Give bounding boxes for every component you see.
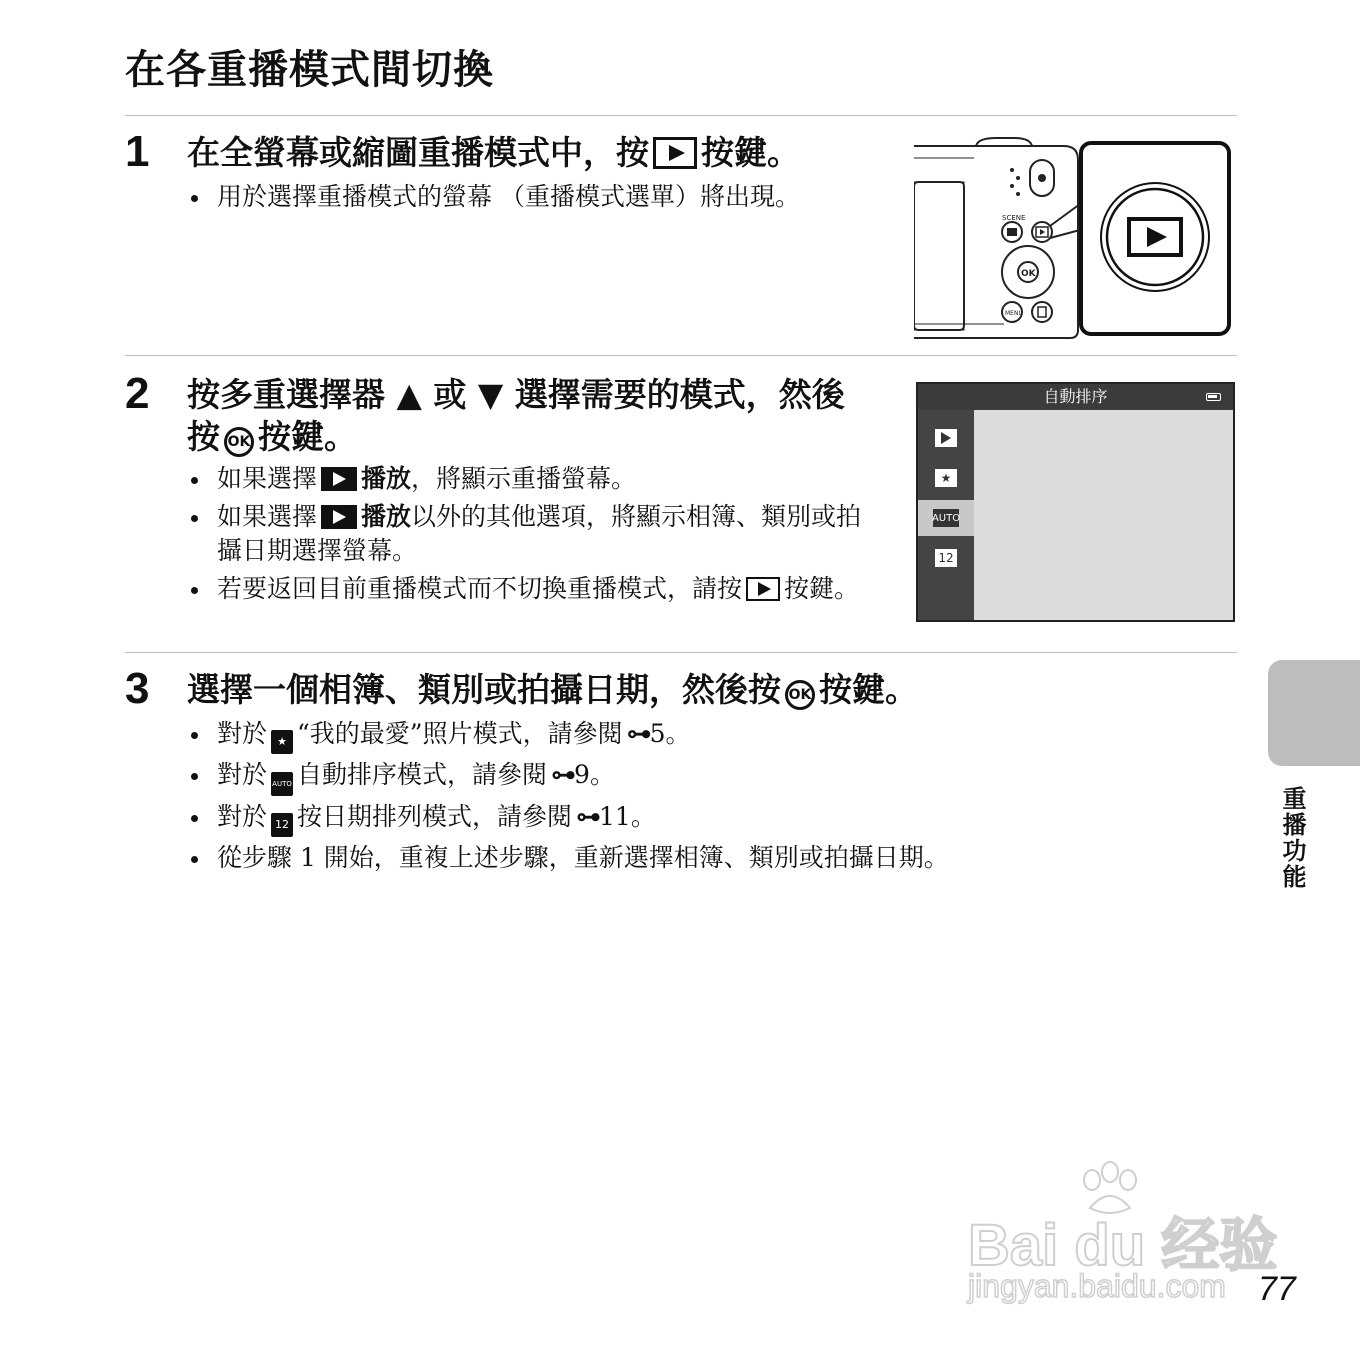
divider xyxy=(125,355,1237,356)
step-number: 2 xyxy=(125,369,150,418)
divider xyxy=(125,115,1237,116)
playback-button-icon xyxy=(653,137,697,169)
bullet-item: 如果選擇 播放，將顯示重播螢幕。 xyxy=(187,462,877,496)
bullet-item: 用於選擇重播模式的螢幕 （重播模式選單）將出現。 xyxy=(187,180,947,214)
section-label: 重播功能 xyxy=(1278,786,1306,890)
playback-mode-menu-screen xyxy=(916,382,1235,622)
list-by-date-icon: 12 xyxy=(935,549,957,567)
reference-icon: ⊶ xyxy=(551,760,575,789)
playback-button-icon xyxy=(1083,145,1227,332)
watermark-url: jingyan.baidu.com xyxy=(968,1268,1226,1304)
bullet-item: 如果選擇 播放以外的其他選項，將顯示相簿、類別或拍攝日期選擇螢幕。 xyxy=(187,500,877,568)
bullet-item: 對於 ★ “我的最愛”照片模式，請參閱 ⊶5。 xyxy=(187,717,1187,754)
step-heading: 按多重選擇器 ▲ 或 ▼ 選擇需要的模式，然後按 OK 按鍵。 xyxy=(187,375,845,456)
ok-button-icon: OK xyxy=(785,680,815,710)
favorite-star-icon: ★ xyxy=(935,469,957,487)
watermark-brand: Bai du 经验 xyxy=(968,1213,1278,1278)
bullet-item: 對於 AUTO 自動排序模式，請參閱 ⊶9。 xyxy=(187,758,1187,796)
step-number: 3 xyxy=(125,664,150,713)
page-number: 77 xyxy=(1258,1270,1296,1308)
bullet-item: 對於 12 按日期排列模式，請參閱 ⊶11。 xyxy=(187,800,1187,837)
section-tab xyxy=(1268,660,1360,766)
auto-sort-icon: AUTO xyxy=(271,772,293,796)
svg-text:OK: OK xyxy=(1021,269,1036,279)
baidu-watermark xyxy=(960,1160,1280,1310)
menu-item-auto-sort[interactable] xyxy=(918,500,974,536)
step-heading: 選擇一個相簿、類別或拍攝日期，然後按 OK 按鍵。 xyxy=(187,670,918,709)
svg-text:SCENE: SCENE xyxy=(1002,214,1026,222)
battery-icon xyxy=(1206,393,1221,401)
menu-item-play[interactable] xyxy=(918,420,974,456)
playback-button-icon xyxy=(746,577,780,601)
play-mode-icon xyxy=(321,505,357,529)
playback-button-zoom xyxy=(1079,141,1231,336)
reference-icon: ⊶ xyxy=(576,802,600,831)
play-icon xyxy=(935,429,957,447)
svg-text:MENU: MENU xyxy=(1005,310,1023,317)
ok-button-icon: OK xyxy=(224,427,254,457)
favorite-star-icon: ★ xyxy=(271,730,293,754)
bullet-item: 若要返回目前重播模式而不切換重播模式，請按 按鍵。 xyxy=(187,572,877,606)
auto-sort-icon: AUTO xyxy=(933,509,959,527)
screen-title: 自動排序 xyxy=(918,384,1233,410)
menu-item-favorites[interactable] xyxy=(918,460,974,496)
bullet-item: 從步驟 1 開始，重複上述步驟，重新選擇相簿、類別或拍攝日期。 xyxy=(187,841,1187,875)
divider xyxy=(125,652,1237,653)
list-by-date-icon: 12 xyxy=(271,813,293,837)
step-heading: 在全螢幕或縮圖重播模式中，按 按鍵。 xyxy=(187,133,800,172)
menu-item-list-by-date[interactable] xyxy=(918,540,974,576)
page-title: 在各重播模式間切換 xyxy=(125,47,494,93)
play-mode-icon xyxy=(321,467,357,491)
step-number: 1 xyxy=(125,127,150,176)
reference-icon: ⊶ xyxy=(626,719,650,748)
